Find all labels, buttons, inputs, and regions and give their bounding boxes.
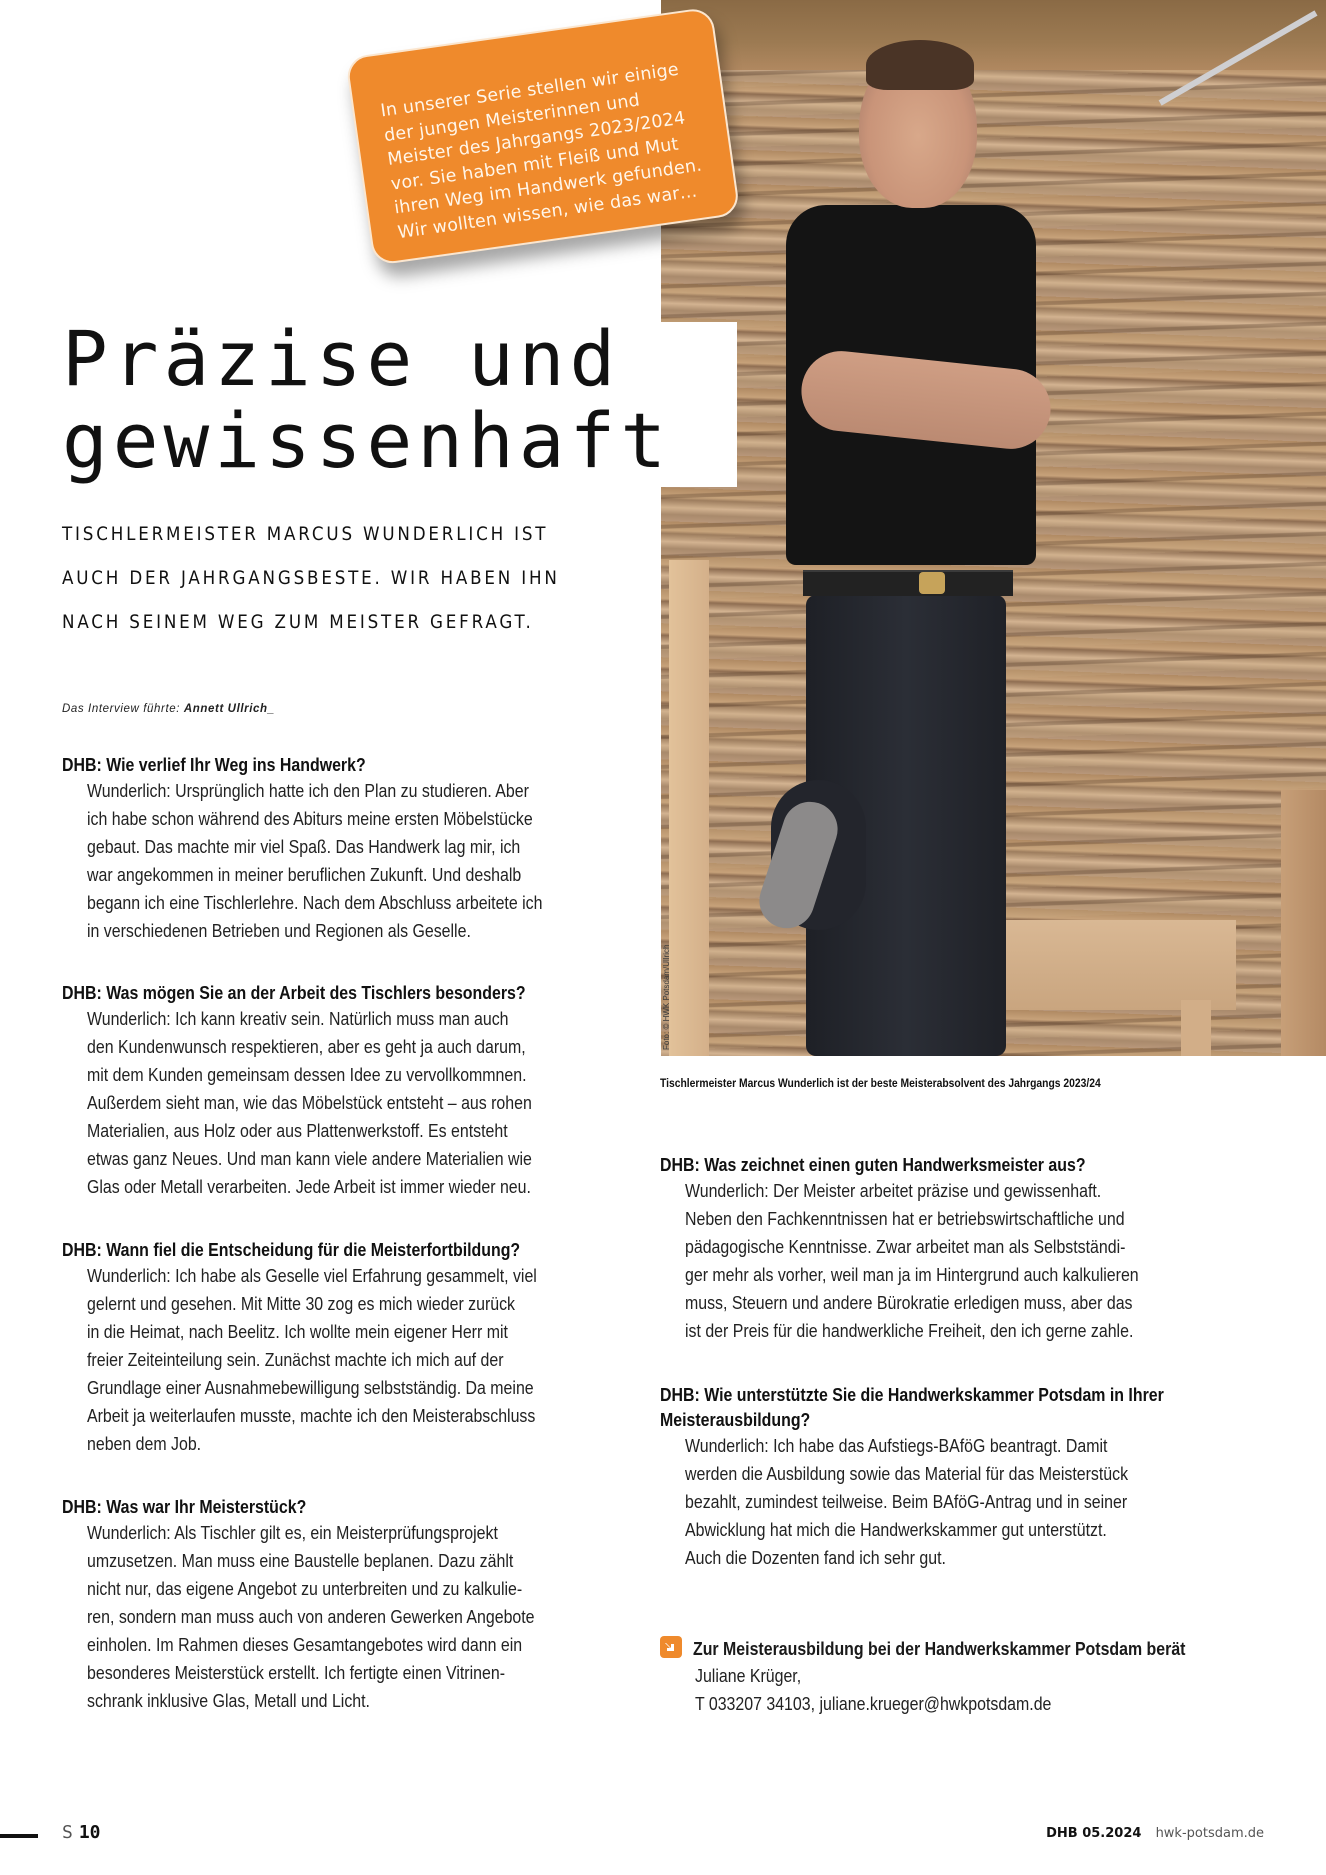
answer-line: werden die Ausbildung sowie das Material für das Meisterstück xyxy=(685,1463,1129,1484)
answer-line: Abwicklung hat mich die Handwerkskammer gut unterstützt. xyxy=(685,1519,1107,1540)
contact-heading: Zur Meisterausbildung bei der Handwerkskammer Potsdam berät xyxy=(693,1638,1186,1659)
title-line-1: Präzise und xyxy=(62,314,621,403)
answer-line: Außerdem sieht man, wie das Möbelstück entsteht – aus rohen xyxy=(87,1092,532,1113)
question: DHB: Wie verlief Ihr Weg ins Handwerk? xyxy=(62,754,366,775)
answer xyxy=(685,1177,1240,1345)
answer-line: nicht nur, das eigene Angebot zu unterbreiten und zu kalkulie- xyxy=(87,1578,523,1599)
answer-line: etwas ganz Neues. Und man kann viele andere Materialien wie xyxy=(87,1148,532,1169)
answer-line: Wunderlich: Als Tischler gilt es, ein Meisterprüfungsprojekt xyxy=(87,1522,498,1543)
answer-line: Materialien, aus Holz oder aus Plattenwerkstoff. Es entsteht xyxy=(87,1120,508,1141)
qa-item xyxy=(62,1237,642,1458)
answer-line: den Kundenwunsch respektieren, aber es geht ja auch darum, xyxy=(87,1036,526,1057)
subtitle xyxy=(62,512,622,644)
photo-person-buckle xyxy=(919,572,945,594)
portrait-photo xyxy=(661,0,1326,1056)
qa-item xyxy=(660,1152,1240,1345)
subtitle-line-2: AUCH DER JAHRGANGSBESTE. WIR HABEN IHN xyxy=(62,567,560,589)
contact-name: Juliane Krüger, xyxy=(695,1665,802,1686)
answer-line: ist der Preis für die handwerkliche Freiheit, den ich gerne zahle. xyxy=(685,1320,1134,1341)
question: DHB: Was mögen Sie an der Arbeit des Tischlers besonders? xyxy=(62,982,526,1003)
question: Meisterausbildung? xyxy=(660,1409,811,1430)
answer xyxy=(87,1005,642,1201)
subtitle-line-3: NACH SEINEM WEG ZUM MEISTER GEFRAGT. xyxy=(62,611,534,633)
answer xyxy=(87,1262,642,1458)
page-number xyxy=(62,1822,101,1843)
issue-label: DHB 05.2024 xyxy=(1046,1826,1142,1841)
answer-line: einholen. Im Rahmen dieses Gesamtangebotes wird dann ein xyxy=(87,1634,523,1655)
photo-credit: Foto: © HWK Potsdam/Ullrich xyxy=(662,944,671,1050)
answer xyxy=(87,1519,642,1715)
answer-line: in die Heimat, nach Beelitz. Ich wollte mein eigener Herr mit xyxy=(87,1321,508,1342)
subtitle-line-1: TISCHLERMEISTER MARCUS WUNDERLICH IST xyxy=(62,523,549,545)
answer-line: muss, Steuern und andere Bürokratie erledigen muss, aber das xyxy=(685,1292,1133,1313)
answer-line: gebaut. Das machte mir viel Spaß. Das Handwerk lag mir, ich xyxy=(87,836,521,857)
page-title xyxy=(62,314,672,485)
answer-line: Wunderlich: Ich habe das Aufstiegs-BAföG beantragt. Damit xyxy=(685,1435,1108,1456)
footer-rule xyxy=(0,1834,38,1838)
answer-line: in verschiedenen Betrieben und Regionen als Geselle. xyxy=(87,920,471,941)
answer-line: ich habe schon während des Abiturs meine ersten Möbelstücke xyxy=(87,808,533,829)
answer-line: Wunderlich: Ich kann kreativ sein. Natürlich muss man auch xyxy=(87,1008,509,1029)
byline-label: Das Interview führte: xyxy=(62,703,181,715)
answer-line: Grundlage einer Ausnahmebewilligung selbstständig. Da meine xyxy=(87,1377,534,1398)
photo-person xyxy=(661,0,1326,1056)
question: DHB: Wie unterstützte Sie die Handwerkskammer Potsdam in Ihrer xyxy=(660,1384,1164,1405)
answer-line: bezahlt, zumindest teilweise. Beim BAföG-Antrag und in seiner xyxy=(685,1491,1128,1512)
answer-line: Auch die Dozenten fand ich sehr gut. xyxy=(685,1547,946,1568)
answer-line: schrank inklusive Glas, Metall und Licht. xyxy=(87,1690,370,1711)
question: DHB: Was zeichnet einen guten Handwerksmeister aus? xyxy=(660,1154,1086,1175)
answer xyxy=(87,777,642,945)
answer-line: ger mehr als vorher, weil man ja im Hintergrund auch kalkulieren xyxy=(685,1264,1139,1285)
byline-author: Annett Ullrich xyxy=(183,703,268,715)
answer-line: Neben den Fachkenntnissen hat er betriebswirtschaftliche und xyxy=(685,1208,1125,1229)
answer-line: Glas oder Metall verarbeiten. Jede Arbeit ist immer wieder neu. xyxy=(87,1176,531,1197)
answer-line: Wunderlich: Ursprünglich hatte ich den Plan zu studieren. Aber xyxy=(87,780,529,801)
answer-line: neben dem Job. xyxy=(87,1433,202,1454)
qa-item xyxy=(62,752,642,945)
page-number-value: 10 xyxy=(78,1822,101,1843)
answer-line: ren, sondern man muss auch von anderen Gewerken Angebote xyxy=(87,1606,535,1627)
answer-line: Arbeit ja weiterlaufen musste, machte ich den Meisterabschluss xyxy=(87,1405,536,1426)
title-line-2: gewissenhaft xyxy=(62,396,672,485)
answer-line: begann ich eine Tischlerlehre. Nach dem Abschluss arbeitete ich xyxy=(87,892,543,913)
teaser-text: In unserer Serie stellen wir einige der jungen Meisterinnen und Meister des Jahrgangs 2023/2024 vor. Sie haben mit Fleiß und Mut ihren Weg im Handwerk gefunden. Wir wollten wissen, wie das war… xyxy=(379,59,704,243)
answer-line: freier Zeiteinteilung sein. Zunächst machte ich mich auf der xyxy=(87,1349,504,1370)
answer-line: umzusetzen. Man muss eine Baustelle beplanen. Dazu zählt xyxy=(87,1550,514,1571)
qa-item xyxy=(62,980,642,1201)
photo-person-hair xyxy=(866,40,974,90)
answer xyxy=(685,1432,1240,1572)
byline-end-mark: _ xyxy=(267,703,275,715)
answer-line: gelernt und gesehen. Mit Mitte 30 zog es mich wieder zurück xyxy=(87,1293,516,1314)
contact-box xyxy=(660,1636,1260,1718)
footer-info xyxy=(1046,1826,1264,1841)
answer-line: war angekommen in meiner beruflichen Zukunft. Und deshalb xyxy=(87,864,522,885)
qa-item xyxy=(62,1494,642,1715)
answer-line: besonderes Meisterstück erstellt. Ich fertigte einen Vitrinen- xyxy=(87,1662,506,1683)
answer-line: Wunderlich: Der Meister arbeitet präzise und gewissenhaft. xyxy=(685,1180,1102,1201)
byline xyxy=(62,703,275,715)
answer-line: Wunderlich: Ich habe als Geselle viel Erfahrung gesammelt, viel xyxy=(87,1265,537,1286)
qa-item xyxy=(660,1382,1240,1572)
answer-line: mit dem Kunden gemeinsam dessen Idee zu vervollkommnen. xyxy=(87,1064,527,1085)
photo-person-belt xyxy=(803,570,1013,596)
page-prefix: S xyxy=(62,1822,73,1843)
question: DHB: Wann fiel die Entscheidung für die Meisterfortbildung? xyxy=(62,1239,521,1260)
answer-line: pädagogische Kenntnisse. Zwar arbeitet man als Selbstständi- xyxy=(685,1236,1126,1257)
photo-caption: Tischlermeister Marcus Wunderlich ist der beste Meisterabsolvent des Jahrgangs 2023/24 xyxy=(660,1076,1101,1090)
arrow-down-right-icon xyxy=(660,1636,682,1658)
website-link[interactable]: hwk-potsdam.de xyxy=(1155,1826,1264,1841)
contact-details[interactable]: T 033207 34103, juliane.krueger@hwkpotsdam.de xyxy=(695,1693,1052,1714)
question: DHB: Was war Ihr Meisterstück? xyxy=(62,1496,307,1517)
